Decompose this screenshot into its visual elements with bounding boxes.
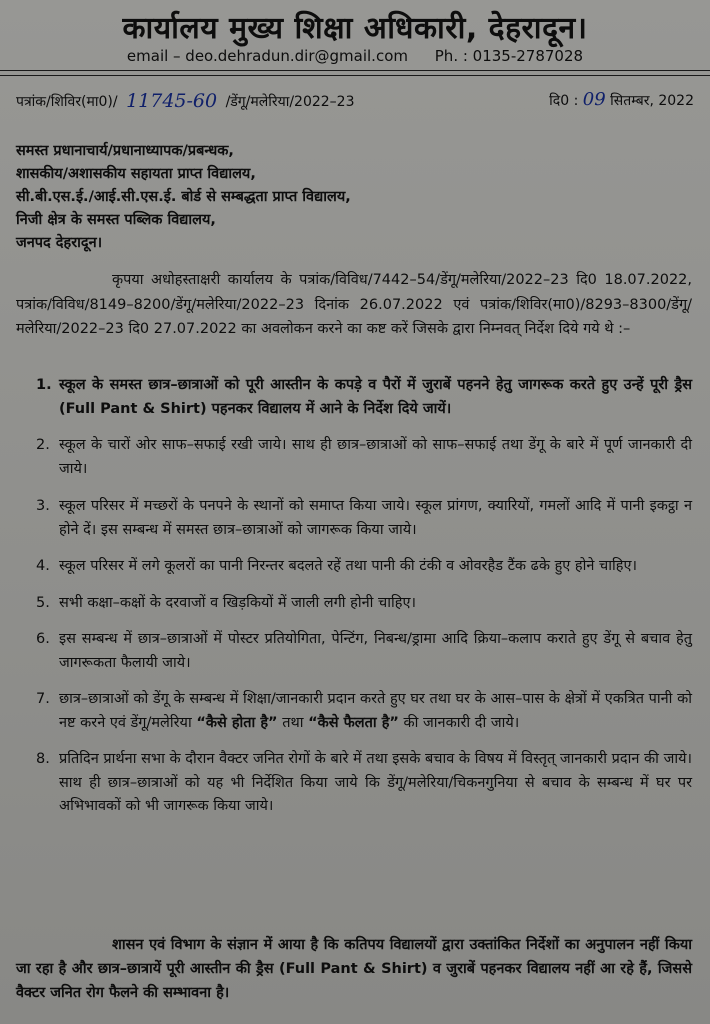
office-title: कार्यालय मुख्य शिक्षा अधिकारी, देहरादून। [122, 11, 588, 46]
item-number: 3. [36, 498, 50, 514]
email-text: email – deo.dehradun.dir@gmail.com [126, 47, 408, 65]
handwritten-day: 09 [582, 89, 606, 110]
item-number: 1. [36, 377, 52, 393]
list-item [16, 592, 692, 616]
letter-date [549, 89, 694, 110]
list-item [16, 748, 692, 819]
handwritten-letter-number: 11745-60 [126, 90, 218, 112]
item-text: की जानकारी दी जाये। [403, 714, 520, 731]
item-number: 2. [36, 437, 50, 453]
contact-line [0, 47, 710, 65]
address-line: जनपद देहरादून। [16, 235, 103, 251]
directive-list [16, 374, 692, 819]
item-number: 7. [36, 691, 50, 707]
item-emphasis: “कैसे होता है” [196, 714, 278, 731]
item-text: तथा [282, 714, 304, 731]
reference-suffix: /डेंगू/मलेरिया/2022–23 [225, 94, 355, 110]
list-item [16, 555, 692, 579]
reference-prefix: पत्रांक/शिविर(मा0)/ [16, 94, 118, 110]
list-item [16, 434, 692, 481]
intro-paragraph: कृपया अधोहस्ताक्षरी कार्यालय के पत्रांक/विविध/7442–54/डेंगू/मलेरिया/2022–23 दि0 18.07.2022, पत्रांक/विविध/8149–8200/डेंगू/मलेरिया/2022–23 दिनांक 26.07.2022 एवं पत्रांक/शिविर(मा0)/8293–8300/डेंगू/मलेरिया/2022–23 दि0 27.07.2022 का अवलोकन करने का कष्ट करें जिसके द्वारा निम्नवत् निर्देश दिये गये थे :– [16, 272, 692, 337]
item-text: सभी कक्षा–कक्षों के दरवाजों व खिड़कियों में जाली लगी होनी चाहिए। [59, 594, 416, 611]
item-number: 5. [36, 594, 50, 611]
item-text: स्कूल परिसर में लगे कूलरों का पानी निरन्तर बदलते रहें तथा पानी की टंकी व ओवरहैड टैंक ढके हुए होने चाहिए। [59, 558, 637, 574]
item-text: इस सम्बन्ध में छात्र–छात्राओं में पोस्टर प्रतियोगिता, पेन्टिंग, निबन्ध/ड्रामा आदि क्रिया–कलाप कराते हुए डेंगू से बचाव हेतु जागरूकता फैलायी जाये। [59, 631, 692, 671]
reference-line [16, 89, 694, 111]
address-line: शासकीय/अशासकीय सहायता प्राप्त विद्यालय, [16, 166, 256, 182]
header-rule-top [0, 70, 710, 71]
address-line: निजी क्षेत्र के समस्त पब्लिक विद्यालय, [16, 212, 216, 228]
list-item [16, 688, 692, 735]
recipient-address [16, 140, 351, 255]
list-item [16, 495, 692, 542]
list-item [16, 374, 692, 421]
address-line: समस्त प्रधानाचार्य/प्रधानाध्यापक/प्रबन्धक, [16, 143, 234, 159]
item-number: 8. [36, 751, 50, 767]
item-text: स्कूल परिसर में मच्छरों के पनपने के स्थानों को समाप्त किया जाये। स्कूल प्रांगण, क्यारियों, गमलों आदि में पानी इकट्ठा न होने दें। इस सम्बन्ध में समस्त छात्र–छात्राओं को जागरूक किया जाये। [59, 498, 692, 538]
item-text: छात्र–छात्राओं को डेंगू के सम्बन्ध में शिक्षा/जानकारी प्रदान करते हुए घर तथा घर के आस–पास के क्षेत्रों में एकत्रित पानी को नष्ट करने एवं डेंगू/मलेरिया [59, 691, 692, 731]
address-line: सी.बी.एस.ई./आई.सी.एस.ई. बोर्ड से सम्बद्धता प्राप्त विद्यालय, [16, 189, 351, 205]
item-number: 6. [36, 631, 50, 647]
item-text: स्कूल के समस्त छात्र–छात्राओं को पूरी आस्तीन के कपड़े व पैरों में जुराबें पहनने हेतु जागरूक करते हुए उन्हें पूरी ड्रैस (Full Pant & Shirt) पहनकर विद्यालय में आने के निर्देश दिये जायें। [59, 377, 692, 417]
header-rule-bottom [0, 75, 710, 76]
item-number: 4. [36, 558, 50, 574]
list-item [16, 628, 692, 675]
item-emphasis: “कैसे फैलता है” [308, 714, 399, 731]
phone-text: Ph. : 0135-2787028 [434, 47, 584, 65]
item-text: प्रतिदिन प्रार्थना सभा के दौरान वैक्टर जनित रोगों के बारे में तथा इसके बचाव के विषय में विस्तृत् जानकारी प्रदान की जाये। साथ ही छात्र–छात्राओं को यह भी निर्देशित किया जाये कि डेंगू/मलेरिया/चिकनगुनिया से बचाव के सम्बन्ध में घर पर अभिभावकों को भी जागरूक किया जाये। [59, 751, 692, 814]
date-suffix: सितम्बर, 2022 [610, 93, 694, 109]
date-prefix: दि0 : [549, 93, 579, 109]
item-text: स्कूल के चारों ओर साफ–सफाई रखी जाये। साथ ही छात्र–छात्राओं को साफ–सफाई तथा डेंगू के बारे में पूर्ण जानकारी दी जाये। [59, 437, 692, 477]
closing-paragraph: शासन एवं विभाग के संज्ञान में आया है कि कतिपय विद्यालयों द्वारा उक्तांकित निर्देशों का अनुपालन नहीं किया जा रहा है और छात्र–छात्रायें पूरी आस्तीन की ड्रैस (Full Pant & Shirt) व जुराबें पहनकर विद्यालय नहीं आ रहे हैं, जिससे वैक्टर जनित रोग फैलने की सम्भावना है। [16, 937, 692, 1001]
